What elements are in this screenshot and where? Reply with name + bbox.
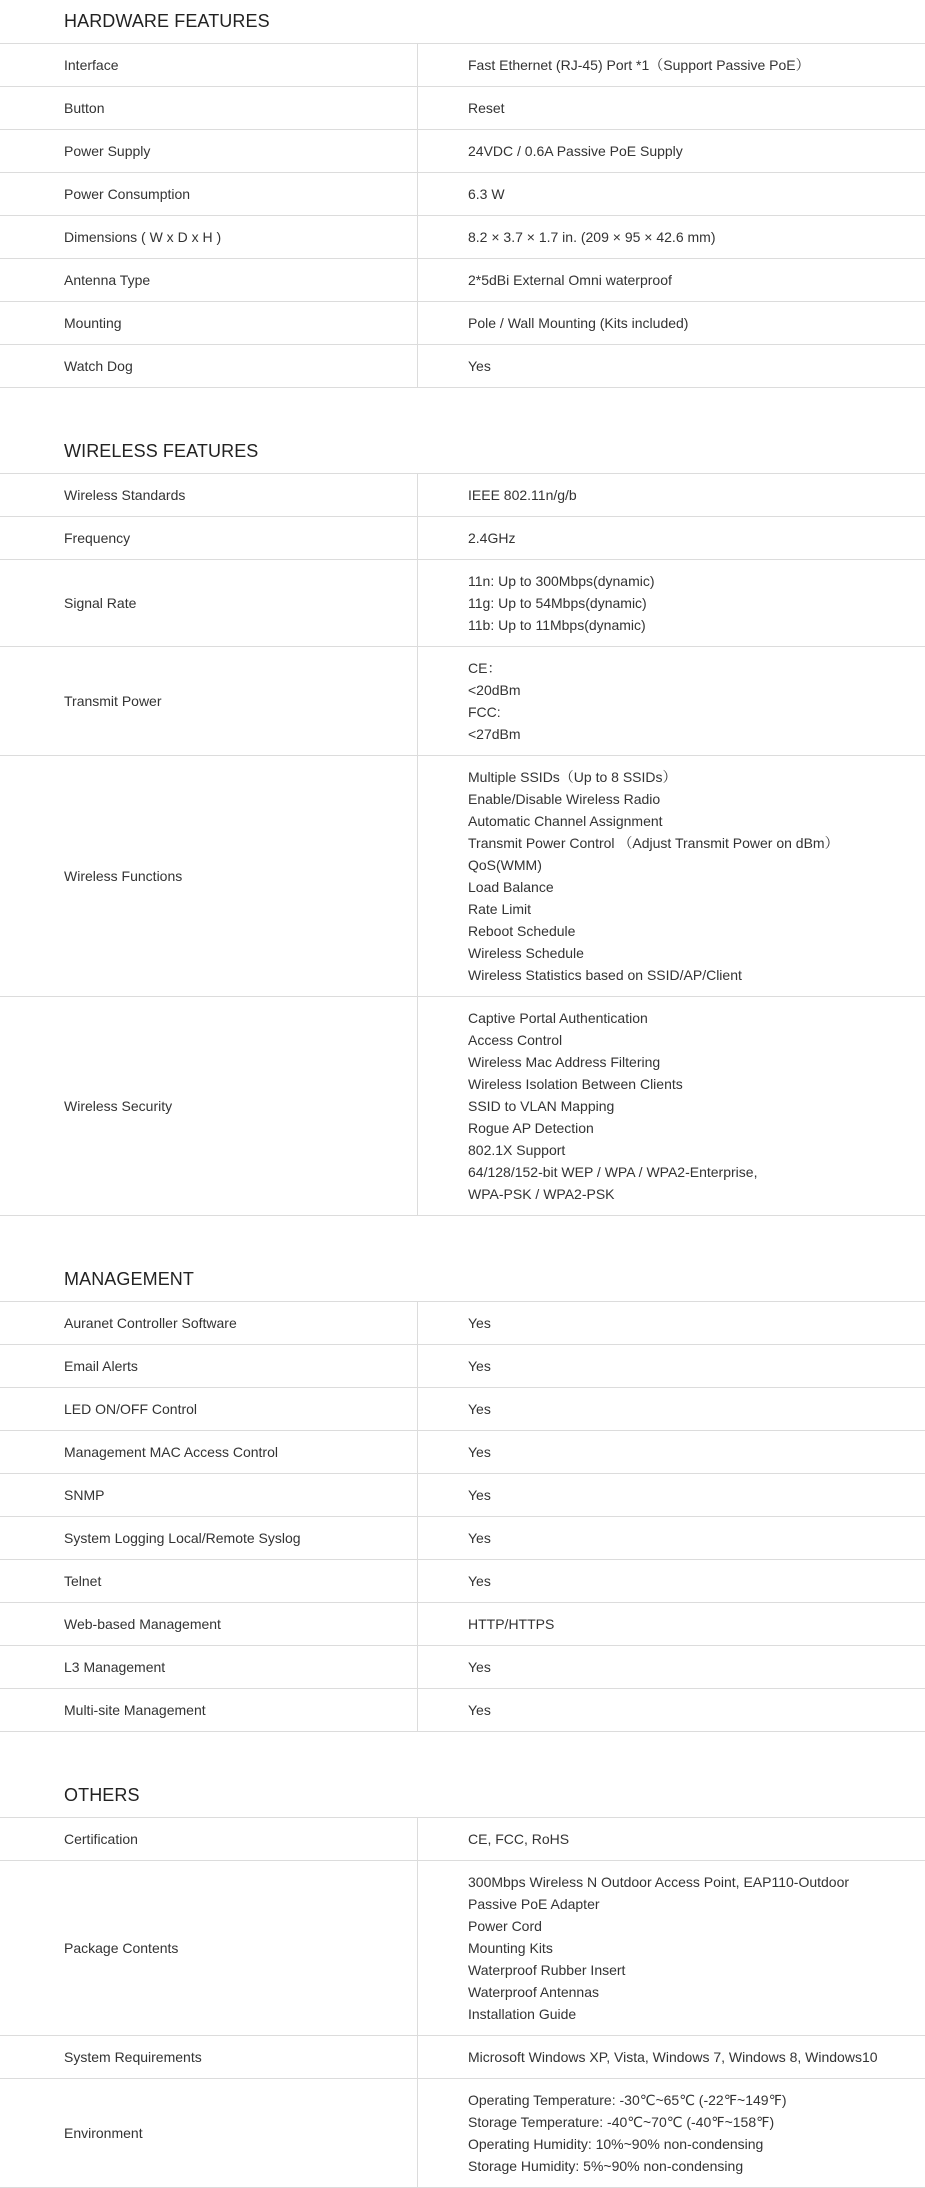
spec-value	[418, 1302, 925, 1344]
spec-value-line: Yes	[468, 1444, 491, 1460]
spec-value-line: Load Balance	[468, 879, 554, 895]
spec-row	[0, 1818, 925, 1861]
spec-value-line: 2.4GHz	[468, 530, 516, 546]
spec-value-line: Yes	[468, 1530, 491, 1546]
spec-label: Web-based Management	[0, 1603, 418, 1645]
spec-row	[0, 1689, 925, 1732]
spec-row	[0, 302, 925, 345]
spec-value-line: 24VDC / 0.6A Passive PoE Supply	[468, 143, 683, 159]
spec-value-line: Enable/Disable Wireless Radio	[468, 791, 661, 807]
spec-value	[418, 173, 925, 215]
spec-value	[418, 2079, 925, 2187]
spec-label: Environment	[0, 2079, 418, 2187]
section-title: OTHERS	[0, 1774, 925, 1818]
spec-value-line: 6.3 W	[468, 186, 505, 202]
spec-value-line: Yes	[468, 1659, 491, 1675]
spec-value-line: <20dBm	[468, 682, 521, 698]
spec-label: Dimensions ( W x D x H )	[0, 216, 418, 258]
spec-value-line: CE：	[468, 660, 502, 676]
spec-value-line: 11g: Up to 54Mbps(dynamic)	[468, 595, 647, 611]
spec-value-line: Microsoft Windows XP, Vista, Windows 7, Windows 8, Windows10	[468, 2049, 878, 2065]
spec-value	[418, 517, 925, 559]
spec-value	[418, 1474, 925, 1516]
spec-label: Email Alerts	[0, 1345, 418, 1387]
spec-row	[0, 517, 925, 560]
spec-value	[418, 1861, 925, 2035]
spec-value-line: 64/128/152-bit WEP / WPA / WPA2-Enterprise,	[468, 1164, 758, 1180]
spec-label: Frequency	[0, 517, 418, 559]
spec-value-line: Yes	[468, 1315, 491, 1331]
spec-value	[418, 474, 925, 516]
spec-row	[0, 1388, 925, 1431]
spec-value	[418, 1560, 925, 1602]
section-title: MANAGEMENT	[0, 1258, 925, 1302]
spec-label: Wireless Functions	[0, 756, 418, 996]
spec-label: Button	[0, 87, 418, 129]
spec-value	[418, 259, 925, 301]
spec-row	[0, 647, 925, 756]
section-spacer	[0, 1732, 925, 1774]
spec-value	[418, 2036, 925, 2078]
spec-value	[418, 997, 925, 1215]
spec-value	[418, 647, 925, 755]
spec-value	[418, 1646, 925, 1688]
spec-row	[0, 756, 925, 997]
spec-value-line: Wireless Schedule	[468, 945, 584, 961]
spec-value-line: QoS(WMM)	[468, 857, 542, 873]
spec-label: Telnet	[0, 1560, 418, 1602]
spec-value-line: FCC:	[468, 704, 501, 720]
spec-value-line: Rogue AP Detection	[468, 1120, 594, 1136]
spec-value-line: Yes	[468, 1702, 491, 1718]
spec-value-line: Installation Guide	[468, 2006, 577, 2022]
section-wireless	[0, 430, 925, 1216]
spec-label: System Logging Local/Remote Syslog	[0, 1517, 418, 1559]
spec-row	[0, 44, 925, 87]
spec-value-line: Passive PoE Adapter	[468, 1896, 600, 1912]
spec-value	[418, 1388, 925, 1430]
section-title: HARDWARE FEATURES	[0, 0, 925, 44]
spec-value-line: 2*5dBi External Omni waterproof	[468, 272, 672, 288]
spec-label: Antenna Type	[0, 259, 418, 301]
spec-value-line: Wireless Statistics based on SSID/AP/Client	[468, 967, 742, 983]
spec-value-line: Reboot Schedule	[468, 923, 576, 939]
spec-row	[0, 997, 925, 1216]
section-others	[0, 1774, 925, 2188]
spec-value	[418, 87, 925, 129]
spec-value-line: Waterproof Antennas	[468, 1984, 600, 2000]
section-title: WIRELESS FEATURES	[0, 430, 925, 474]
spec-value-line: HTTP/HTTPS	[468, 1616, 555, 1632]
spec-row	[0, 474, 925, 517]
spec-row	[0, 1431, 925, 1474]
spec-row	[0, 345, 925, 388]
spec-row	[0, 2036, 925, 2079]
spec-label: Power Consumption	[0, 173, 418, 215]
spec-value-line: Reset	[468, 100, 505, 116]
section-management	[0, 1258, 925, 1732]
spec-value-line: Transmit Power Control （Adjust Transmit Power on dBm）	[468, 835, 839, 851]
spec-value-line: Waterproof Rubber Insert	[468, 1962, 626, 1978]
spec-label: Management MAC Access Control	[0, 1431, 418, 1473]
spec-value-line: Yes	[468, 358, 491, 374]
spec-value-line: Yes	[468, 1573, 491, 1589]
spec-label: System Requirements	[0, 2036, 418, 2078]
spec-label: Wireless Security	[0, 997, 418, 1215]
spec-value	[418, 345, 925, 387]
spec-value	[418, 130, 925, 172]
spec-label: Package Contents	[0, 1861, 418, 2035]
spec-value-line: 8.2 × 3.7 × 1.7 in. (209 × 95 × 42.6 mm)	[468, 229, 716, 245]
spec-row	[0, 1302, 925, 1345]
spec-value-line: 802.1X Support	[468, 1142, 566, 1158]
spec-value-line: 11n: Up to 300Mbps(dynamic)	[468, 573, 655, 589]
spec-value	[418, 1603, 925, 1645]
spec-value-line: Wireless Isolation Between Clients	[468, 1076, 683, 1092]
spec-value	[418, 1818, 925, 1860]
spec-label: Watch Dog	[0, 345, 418, 387]
spec-label: Certification	[0, 1818, 418, 1860]
spec-row	[0, 1345, 925, 1388]
spec-value	[418, 44, 925, 86]
spec-value-line: 300Mbps Wireless N Outdoor Access Point, EAP110-Outdoor	[468, 1874, 850, 1890]
spec-value-line: Power Cord	[468, 1918, 542, 1934]
spec-value-line: Storage Humidity: 5%~90% non-condensing	[468, 2158, 744, 2174]
section-spacer	[0, 388, 925, 430]
spec-value-line: IEEE 802.11n/g/b	[468, 487, 577, 503]
spec-value-line: Pole / Wall Mounting (Kits included)	[468, 315, 689, 331]
spec-value-line: Access Control	[468, 1032, 563, 1048]
spec-value-line: Yes	[468, 1401, 491, 1417]
spec-row	[0, 173, 925, 216]
spec-value	[418, 1517, 925, 1559]
spec-value	[418, 560, 925, 646]
spec-value	[418, 1431, 925, 1473]
spec-value	[418, 756, 925, 996]
spec-row	[0, 130, 925, 173]
spec-row	[0, 259, 925, 302]
spec-label: Interface	[0, 44, 418, 86]
spec-value-line: WPA-PSK / WPA2-PSK	[468, 1186, 615, 1202]
spec-value-line: Mounting Kits	[468, 1940, 553, 1956]
spec-value-line: 11b: Up to 11Mbps(dynamic)	[468, 617, 646, 633]
spec-label: Power Supply	[0, 130, 418, 172]
spec-label: Auranet Controller Software	[0, 1302, 418, 1344]
spec-value-line: <27dBm	[468, 726, 521, 742]
spec-label: Transmit Power	[0, 647, 418, 755]
spec-value-line: Rate Limit	[468, 901, 532, 917]
spec-row	[0, 560, 925, 647]
spec-value-line: Automatic Channel Assignment	[468, 813, 663, 829]
section-spacer	[0, 1216, 925, 1258]
section-hardware	[0, 0, 925, 388]
spec-row	[0, 1603, 925, 1646]
spec-label: Multi-site Management	[0, 1689, 418, 1731]
spec-value-line: Operating Humidity: 10%~90% non-condensing	[468, 2136, 764, 2152]
spec-row	[0, 1560, 925, 1603]
spec-value-line: Yes	[468, 1487, 491, 1503]
spec-value-line: Captive Portal Authentication	[468, 1010, 648, 1026]
spec-value	[418, 1345, 925, 1387]
spec-value-line: Fast Ethernet (RJ-45) Port *1（Support Passive PoE）	[468, 57, 810, 73]
spec-row	[0, 1517, 925, 1560]
spec-label: L3 Management	[0, 1646, 418, 1688]
spec-row	[0, 1646, 925, 1689]
spec-row	[0, 2079, 925, 2188]
spec-label: LED ON/OFF Control	[0, 1388, 418, 1430]
spec-row	[0, 87, 925, 130]
spec-value-line: Multiple SSIDs（Up to 8 SSIDs）	[468, 769, 677, 785]
spec-value-line: Yes	[468, 1358, 491, 1374]
spec-value-line: CE, FCC, RoHS	[468, 1831, 570, 1847]
spec-label: Signal Rate	[0, 560, 418, 646]
spec-value	[418, 302, 925, 344]
spec-row	[0, 1474, 925, 1517]
spec-value-line: SSID to VLAN Mapping	[468, 1098, 615, 1114]
spec-value	[418, 1689, 925, 1731]
spec-label: Mounting	[0, 302, 418, 344]
spec-value-line: Operating Temperature: -30℃~65℃ (-22℉~149℉)	[468, 2092, 787, 2108]
spec-row	[0, 1861, 925, 2036]
spec-value-line: Wireless Mac Address Filtering	[468, 1054, 661, 1070]
spec-row	[0, 216, 925, 259]
spec-label: Wireless Standards	[0, 474, 418, 516]
spec-label: SNMP	[0, 1474, 418, 1516]
spec-value-line: Storage Temperature: -40℃~70℃ (-40℉~158℉)	[468, 2114, 775, 2130]
spec-value	[418, 216, 925, 258]
